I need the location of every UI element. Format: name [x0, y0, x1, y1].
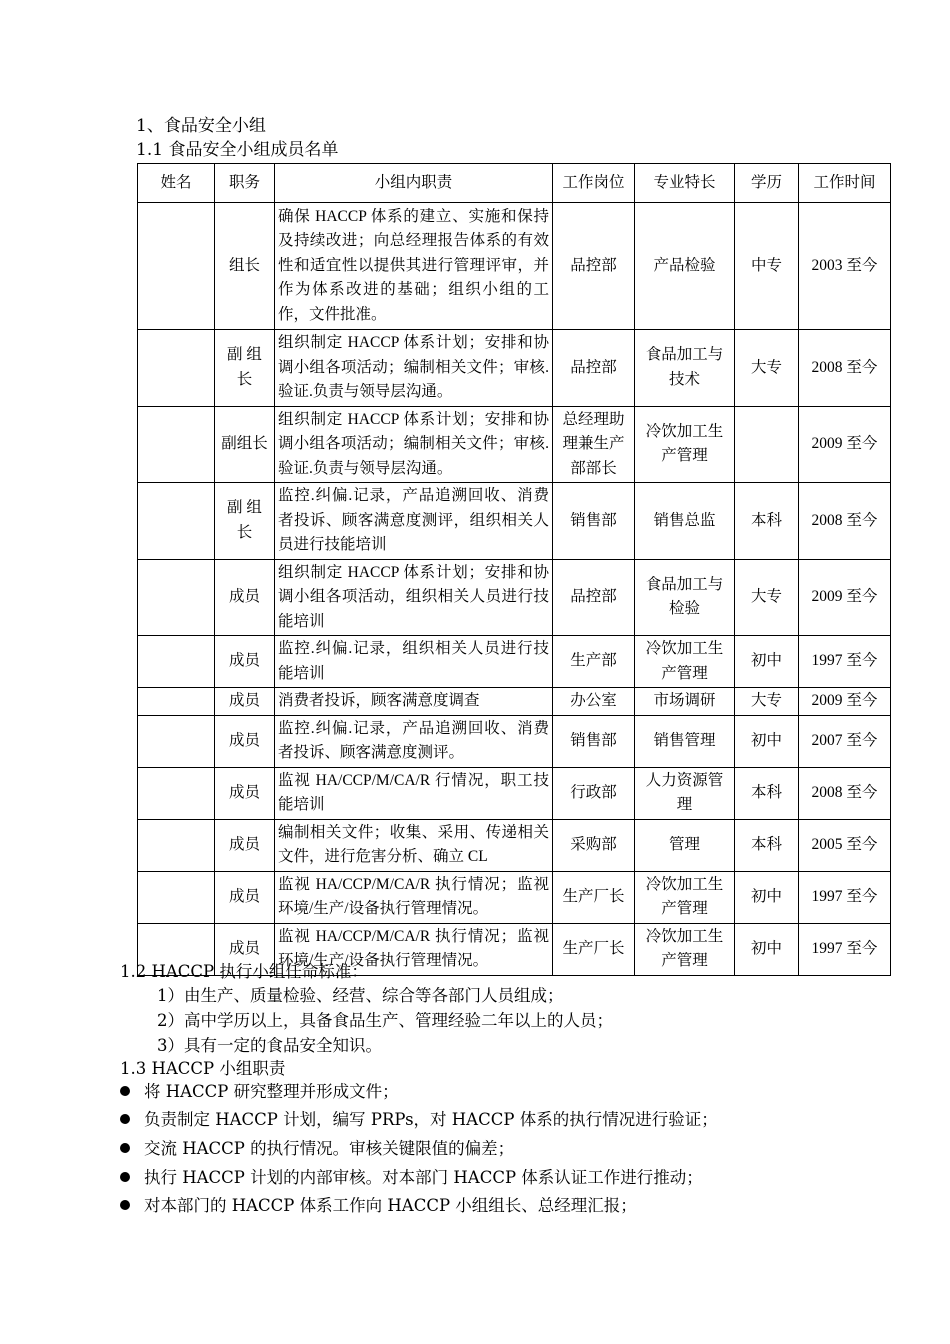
cell-duty: 监视 HA/CCP/M/CA/R 行情况，职工技能培训 — [275, 767, 553, 819]
cell-post: 办公室 — [553, 688, 635, 716]
cell-duty: 监视 HA/CCP/M/CA/R 执行情况；监视环境/生产/设备执行管理情况。 — [275, 871, 553, 923]
cell-position: 成员 — [215, 688, 275, 716]
cell-name — [138, 203, 215, 330]
cell-name — [138, 483, 215, 560]
header-name: 姓名 — [138, 164, 215, 203]
cell-education: 初中 — [735, 923, 799, 975]
member-table — [137, 163, 891, 976]
cell-education — [735, 406, 799, 483]
list-item — [120, 1080, 399, 1103]
cell-post: 采购部 — [553, 819, 635, 871]
cell-position: 成员 — [215, 559, 275, 636]
criteria-item: 2）高中学历以上，具备食品生产、管理经验二年以上的人员； — [157, 1011, 613, 1030]
header-post: 工作岗位 — [553, 164, 635, 203]
cell-post: 生产厂长 — [553, 923, 635, 975]
cell-since: 2003 至今 — [799, 203, 891, 330]
cell-name — [138, 330, 215, 407]
cell-name — [138, 871, 215, 923]
list-item-text: 对本部门的 HACCP 体系工作向 HACCP 小组组长、总经理汇报； — [144, 1196, 637, 1215]
cell-specialty: 销售总监 — [635, 483, 735, 560]
table-row — [138, 406, 891, 483]
cell-name — [138, 636, 215, 688]
cell-since: 1997 至今 — [799, 871, 891, 923]
cell-education: 本科 — [735, 483, 799, 560]
cell-specialty: 销售管理 — [635, 715, 735, 767]
list-item-text: 执行 HACCP 计划的内部审核。对本部门 HACCP 体系认证工作进行推动； — [144, 1168, 703, 1187]
cell-post: 生产厂长 — [553, 871, 635, 923]
table-row — [138, 330, 891, 407]
cell-name — [138, 767, 215, 819]
header-specialty: 专业特长 — [635, 164, 735, 203]
cell-since: 1997 至今 — [799, 636, 891, 688]
list-item-text: 将 HACCP 研究整理并形成文件； — [144, 1082, 399, 1101]
cell-duty: 监控.纠偏.记录，产品追溯回收、消费者投诉、顾客满意度测评。 — [275, 715, 553, 767]
cell-specialty: 食品加工与技术 — [635, 330, 735, 407]
cell-name — [138, 715, 215, 767]
cell-since: 2007 至今 — [799, 715, 891, 767]
list-item-text: 负责制定 HACCP 计划，编写 PRPs，对 HACCP 体系的执行情况进行验证； — [144, 1110, 718, 1129]
cell-duty: 组织制定 HACCP 体系计划；安排和协调小组各项活动；编制相关文件；审核.验证.负责与领导层沟通。 — [275, 406, 553, 483]
cell-name — [138, 688, 215, 716]
list-item — [120, 1166, 703, 1189]
cell-post: 品控部 — [553, 203, 635, 330]
criteria-item: 1）由生产、质量检验、经营、综合等各部门人员组成； — [157, 986, 564, 1005]
bullet-icon — [120, 1114, 130, 1124]
subsection-title-criteria: 1.2 HACCP 执行小组任命标准： — [120, 962, 368, 981]
cell-name — [138, 819, 215, 871]
header-position: 职务 — [215, 164, 275, 203]
cell-specialty: 冷饮加工生产管理 — [635, 406, 735, 483]
table-row — [138, 871, 891, 923]
cell-education: 大专 — [735, 330, 799, 407]
cell-post: 品控部 — [553, 330, 635, 407]
cell-duty: 消费者投诉，顾客满意度调查 — [275, 688, 553, 716]
cell-duty: 监控.纠偏.记录，组织相关人员进行技能培训 — [275, 636, 553, 688]
cell-since: 2009 至今 — [799, 406, 891, 483]
cell-name — [138, 559, 215, 636]
list-item-text: 交流 HACCP 的执行情况。审核关键限值的偏差； — [144, 1139, 515, 1158]
table-row — [138, 688, 891, 716]
cell-position: 组长 — [215, 203, 275, 330]
cell-position: 成员 — [215, 636, 275, 688]
cell-since: 2008 至今 — [799, 330, 891, 407]
cell-post: 行政部 — [553, 767, 635, 819]
header-duty: 小组内职责 — [275, 164, 553, 203]
table-header-row — [138, 164, 891, 203]
cell-since: 2009 至今 — [799, 559, 891, 636]
cell-since: 2008 至今 — [799, 483, 891, 560]
cell-position: 副 组 长 — [215, 483, 275, 560]
list-item — [120, 1137, 514, 1160]
header-education: 学历 — [735, 164, 799, 203]
subsection-title-member-list: 1.1 食品安全小组成员名单 — [136, 140, 339, 160]
table-row — [138, 819, 891, 871]
bullet-icon — [120, 1143, 130, 1153]
bullet-icon — [120, 1172, 130, 1182]
cell-specialty: 食品加工与检验 — [635, 559, 735, 636]
cell-specialty: 冷饮加工生产管理 — [635, 923, 735, 975]
cell-post: 总经理助理兼生产部部长 — [553, 406, 635, 483]
cell-post: 销售部 — [553, 715, 635, 767]
section-title: 1、食品安全小组 — [136, 116, 266, 136]
cell-position: 成员 — [215, 715, 275, 767]
cell-position: 成员 — [215, 923, 275, 975]
cell-name — [138, 406, 215, 483]
cell-post: 生产部 — [553, 636, 635, 688]
cell-specialty: 冷饮加工生产管理 — [635, 636, 735, 688]
cell-since: 2009 至今 — [799, 688, 891, 716]
cell-position: 成员 — [215, 871, 275, 923]
cell-since: 1997 至今 — [799, 923, 891, 975]
cell-position: 副组长 — [215, 406, 275, 483]
table-row — [138, 767, 891, 819]
cell-duty: 确保 HACCP 体系的建立、实施和保持及持续改进；向总经理报告体系的有效性和适宜性以提供其进行管理评审，并作为体系改进的基础；组织小组的工作，文件批准。 — [275, 203, 553, 330]
table-row — [138, 636, 891, 688]
header-since: 工作时间 — [799, 164, 891, 203]
bullet-icon — [120, 1086, 130, 1096]
cell-since: 2008 至今 — [799, 767, 891, 819]
cell-duty: 监视 HA/CCP/M/CA/R 执行情况；监视环境/生产/设备执行管理情况。 — [275, 923, 553, 975]
cell-duty: 编制相关文件；收集、采用、传递相关文件，进行危害分析、确立 CL — [275, 819, 553, 871]
cell-specialty: 产品检验 — [635, 203, 735, 330]
cell-duty: 监控.纠偏.记录，产品追溯回收、消费者投诉、顾客满意度测评，组织相关人员进行技能培训 — [275, 483, 553, 560]
cell-education: 大专 — [735, 688, 799, 716]
cell-specialty: 冷饮加工生产管理 — [635, 871, 735, 923]
cell-position: 成员 — [215, 767, 275, 819]
cell-education: 中专 — [735, 203, 799, 330]
cell-education: 初中 — [735, 715, 799, 767]
cell-education: 大专 — [735, 559, 799, 636]
criteria-item: 3）具有一定的食品安全知识。 — [157, 1036, 382, 1055]
list-item — [120, 1108, 718, 1131]
cell-position: 副 组 长 — [215, 330, 275, 407]
cell-education: 初中 — [735, 636, 799, 688]
table-row — [138, 715, 891, 767]
table-row — [138, 203, 891, 330]
cell-post: 销售部 — [553, 483, 635, 560]
bullet-icon — [120, 1200, 130, 1210]
cell-post: 品控部 — [553, 559, 635, 636]
table-row — [138, 483, 891, 560]
subsection-title-responsibilities: 1.3 HACCP 小组职责 — [120, 1059, 286, 1078]
cell-specialty: 管理 — [635, 819, 735, 871]
cell-position: 成员 — [215, 819, 275, 871]
list-item — [120, 1194, 637, 1217]
cell-duty: 组织制定 HACCP 体系计划；安排和协调小组各项活动；编制相关文件；审核.验证.负责与领导层沟通。 — [275, 330, 553, 407]
cell-since: 2005 至今 — [799, 819, 891, 871]
cell-education: 本科 — [735, 819, 799, 871]
cell-education: 本科 — [735, 767, 799, 819]
table-row — [138, 559, 891, 636]
cell-specialty: 市场调研 — [635, 688, 735, 716]
cell-education: 初中 — [735, 871, 799, 923]
cell-duty: 组织制定 HACCP 体系计划；安排和协调小组各项活动，组织相关人员进行技能培训 — [275, 559, 553, 636]
cell-specialty: 人力资源管理 — [635, 767, 735, 819]
